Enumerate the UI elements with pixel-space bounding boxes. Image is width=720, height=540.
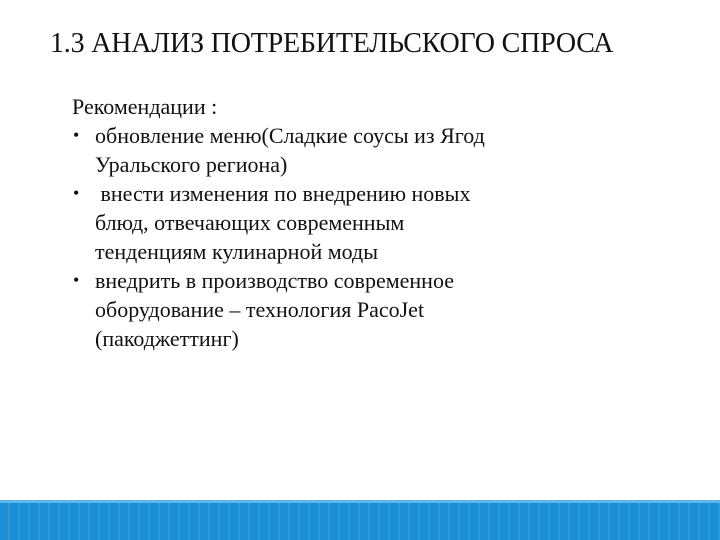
recommendation-line: обновление меню(Сладкие соусы из Ягод	[95, 123, 485, 148]
slide-title: 1.3 АНАЛИЗ ПОТРЕБИТЕЛЬСКОГО СПРОСА	[50, 28, 614, 59]
footer-highlight-line	[0, 500, 720, 503]
recommendation-line: оборудование – технология PacoJet	[95, 297, 425, 322]
recommendation-line: блюд, отвечающих современным	[95, 210, 405, 235]
bullet-icon: •	[73, 125, 80, 145]
recommendation-line: (пакоджеттинг)	[95, 326, 239, 351]
footer-bar	[0, 500, 720, 540]
recommendation-line: Уральского региона)	[95, 152, 288, 177]
recommendation-item	[72, 266, 632, 353]
recommendation-list	[72, 121, 632, 353]
recommendations-heading: Рекомендации :	[72, 94, 218, 119]
recommendation-line: внести изменения по внедрению новых	[95, 181, 471, 206]
recommendation-item	[72, 121, 632, 179]
bullet-icon: •	[73, 183, 80, 203]
bullet-icon: •	[73, 270, 80, 290]
slide-body	[72, 92, 632, 353]
recommendation-item	[72, 179, 632, 266]
recommendation-line: внедрить в производство современное	[95, 268, 454, 293]
recommendation-line: тенденциям кулинарной моды	[95, 239, 378, 264]
